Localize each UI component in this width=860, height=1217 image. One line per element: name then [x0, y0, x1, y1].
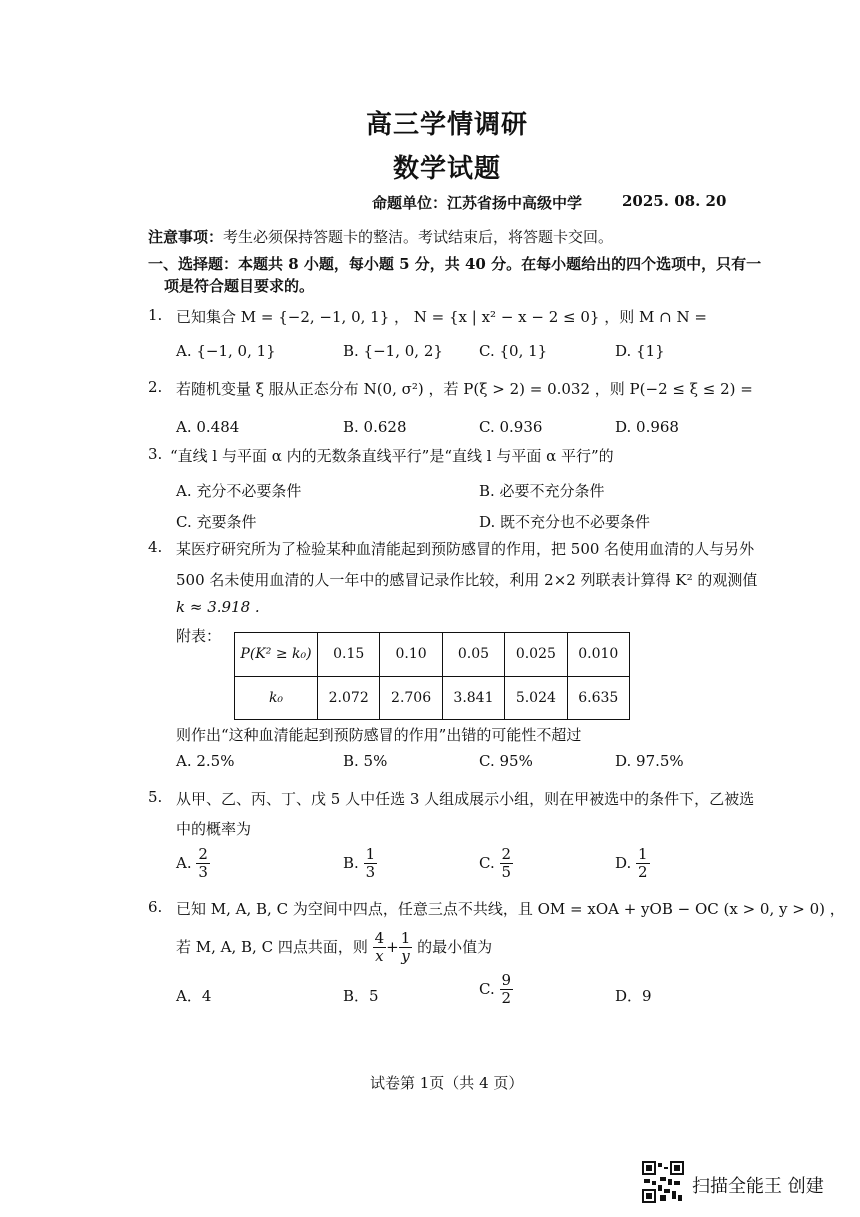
q4-option-b[interactable]: B. 5%	[343, 752, 388, 770]
qr-code-icon	[642, 1161, 684, 1203]
q1-option-a[interactable]: A. {−1, 0, 1}	[176, 342, 276, 360]
page-footer: 试卷第 1页（共 4 页）	[370, 1074, 524, 1092]
q1-option-b[interactable]: B. {−1, 0, 2}	[343, 342, 443, 360]
q6-option-d[interactable]: D．9	[615, 987, 652, 1005]
table-cell: 5.024	[505, 676, 567, 720]
frac-den: 5	[501, 863, 512, 882]
exam-title: 高三学情调研	[366, 110, 529, 140]
q2-option-a[interactable]: A. 0.484	[176, 418, 240, 436]
table-row	[235, 633, 630, 677]
q3-option-d[interactable]: D. 既不充分也不必要条件	[479, 513, 651, 531]
q4-option-d[interactable]: D. 97.5%	[615, 752, 684, 770]
q3-option-b[interactable]: B. 必要不充分条件	[479, 482, 605, 500]
table-head-p: P(K² ≥ k₀)	[235, 633, 318, 677]
q2-number: 2.	[148, 378, 163, 396]
option-label: C.	[479, 979, 495, 998]
plus-sign: +	[386, 937, 399, 956]
frac-den: x	[375, 947, 384, 966]
frac-num: 2	[198, 845, 208, 863]
option-label: D.	[615, 853, 632, 872]
option-label: A.	[176, 853, 192, 872]
table-cell: 0.15	[318, 633, 380, 677]
table-cell: 0.010	[567, 633, 629, 677]
section1-line1: 一、选择题：本题共 8 小题，每小题 5 分，共 40 分。在每小题给出的四个选项中，只有一	[148, 255, 762, 273]
fraction	[500, 972, 514, 1008]
q6-line2-pre: 若 M, A, B, C 四点共面，则	[176, 937, 368, 956]
q3-option-c[interactable]: C. 充要条件	[176, 513, 257, 531]
q6-number: 6.	[148, 898, 163, 916]
issuer: 命题单位：江苏省扬中高级中学	[372, 194, 583, 212]
q3-number: 3.	[148, 445, 163, 463]
q6-option-b[interactable]: B．5	[343, 987, 379, 1005]
q5-line1: 从甲、乙、丙、丁、戊 5 人中任选 3 人组成展示小组，则在甲被选中的条件下，乙被选	[176, 790, 755, 808]
q4-option-a[interactable]: A. 2.5%	[176, 752, 235, 770]
table-cell: 0.025	[505, 633, 567, 677]
frac-den: y	[401, 947, 410, 966]
q6-line1: 已知 M, A, B, C 为空间中四点，任意三点不共线，且 OM = xOA + yOB − OC (x > 0, y > 0) ，	[176, 900, 845, 918]
q6-option-c[interactable]	[479, 972, 513, 1008]
exam-subtitle: 数学试题	[393, 154, 502, 184]
q4-number: 4.	[148, 538, 163, 556]
notice-label: 注意事项：	[148, 228, 224, 246]
q2-option-c[interactable]: C. 0.936	[479, 418, 543, 436]
option-label: C.	[479, 853, 495, 872]
q3-option-a[interactable]: A. 充分不必要条件	[176, 482, 302, 500]
frac-den: 2	[638, 863, 648, 882]
fraction	[196, 846, 210, 882]
scanner-brand: 扫描全能王 创建	[692, 1176, 824, 1197]
fraction	[364, 846, 378, 882]
table-head-k: k₀	[235, 676, 318, 720]
q5-number: 5.	[148, 788, 163, 806]
q4-appendix-label: 附表：	[176, 627, 222, 645]
exam-date: 2025. 08. 20	[622, 192, 727, 210]
q2-option-b[interactable]: B. 0.628	[343, 418, 407, 436]
table-cell: 0.05	[442, 633, 504, 677]
frac-num: 1	[638, 845, 648, 863]
frac-den: 3	[365, 863, 376, 882]
q4-option-c[interactable]: C. 95%	[479, 752, 533, 770]
q4-line3: k ≈ 3.918 .	[176, 598, 260, 616]
q3-stem: “直线 l 与平面 α 内的无数条直线平行”是“直线 l 与平面 α 平行”的	[170, 447, 614, 465]
q6-line2	[176, 930, 492, 966]
q4-line4: 则作出“这种血清能起到预防感冒的作用”出错的可能性不超过	[176, 726, 582, 744]
table-cell: 3.841	[442, 676, 504, 720]
q4-line1: 某医疗研究所为了检验某种血清能起到预防感冒的作用，把 500 名使用血清的人与另外	[176, 540, 755, 558]
fraction	[373, 930, 387, 966]
fraction	[399, 930, 413, 966]
q2-option-d[interactable]: D. 0.968	[615, 418, 679, 436]
fraction	[636, 846, 650, 882]
q5-option-a[interactable]	[176, 846, 210, 882]
notice-text: 考生必须保持答题卡的整洁。考试结束后，将答题卡交回。	[223, 228, 614, 246]
q5-option-b[interactable]	[343, 846, 377, 882]
option-label: B.	[343, 853, 359, 872]
q1-option-d[interactable]: D. {1}	[615, 342, 665, 360]
critical-value-table	[234, 632, 630, 720]
fraction	[500, 846, 514, 882]
table-cell: 2.706	[380, 676, 442, 720]
frac-num: 9	[501, 971, 512, 989]
q1-stem: 已知集合 M = {−2, −1, 0, 1} ， N = {x | x² − x − 2 ≤ 0} ，则 M ∩ N =	[176, 308, 707, 326]
frac-num: 1	[400, 929, 411, 947]
q6-line2-post: 的最小值为	[417, 937, 493, 956]
frac-den: 2	[501, 989, 512, 1008]
section1-line2: 项是符合题目要求的。	[164, 277, 315, 295]
table-cell: 6.635	[567, 676, 629, 720]
q1-number: 1.	[148, 306, 163, 324]
q1-option-c[interactable]: C. {0, 1}	[479, 342, 548, 360]
table-cell: 2.072	[318, 676, 380, 720]
frac-num: 2	[501, 845, 512, 863]
frac-num: 4	[374, 929, 385, 947]
notice	[148, 226, 613, 247]
q5-line2: 中的概率为	[176, 820, 252, 838]
q5-option-c[interactable]	[479, 846, 513, 882]
frac-num: 1	[365, 845, 376, 863]
q2-stem: 若随机变量 ξ 服从正态分布 N(0, σ²) ，若 P(ξ > 2) = 0.032 ，则 P(−2 ≤ ξ ≤ 2) =	[176, 380, 753, 398]
q4-line2: 500 名未使用血清的人一年中的感冒记录作比较，利用 2×2 列联表计算得 K² 的观测值	[176, 571, 758, 589]
table-row	[235, 676, 630, 720]
q6-option-a[interactable]: A．4	[176, 987, 212, 1005]
table-cell: 0.10	[380, 633, 442, 677]
frac-den: 3	[198, 863, 208, 882]
q5-option-d[interactable]	[615, 846, 650, 882]
